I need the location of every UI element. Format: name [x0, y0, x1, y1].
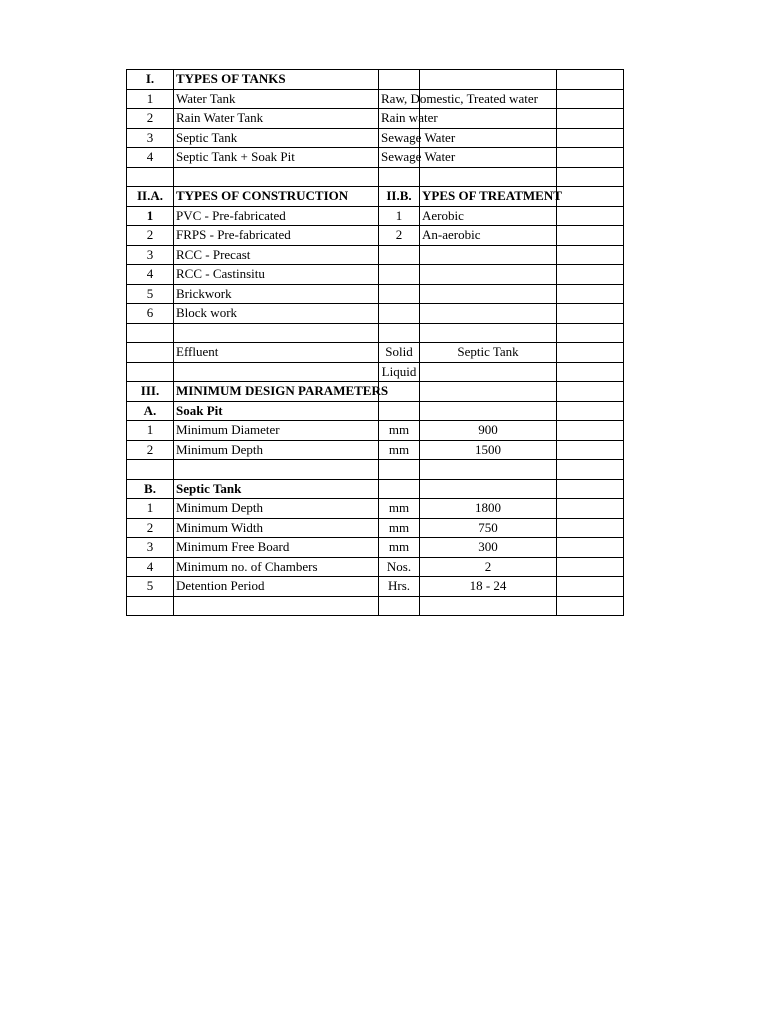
- cell[interactable]: [174, 323, 379, 343]
- cell[interactable]: [379, 70, 420, 90]
- parameter-unit[interactable]: mm: [379, 421, 420, 441]
- row-number[interactable]: 4: [127, 265, 174, 285]
- cell[interactable]: [557, 265, 624, 285]
- cell[interactable]: [557, 343, 624, 363]
- section-number[interactable]: I.: [127, 70, 174, 90]
- tank-description-text: Raw, Domestic, Treated water: [381, 90, 538, 106]
- parameter-name[interactable]: Minimum no. of Chambers: [174, 557, 379, 577]
- cell[interactable]: [127, 362, 174, 382]
- cell[interactable]: [557, 557, 624, 577]
- parameter-name[interactable]: Minimum Diameter: [174, 421, 379, 441]
- blank-row: [127, 323, 624, 343]
- table-row: [127, 518, 624, 538]
- tank-description-text: Sewage Water: [381, 149, 456, 164]
- effluent-row: [127, 343, 624, 363]
- effluent-solid[interactable]: Solid: [379, 343, 420, 363]
- table-row: [127, 265, 624, 285]
- row-number[interactable]: 1: [379, 206, 420, 226]
- row-number[interactable]: 1: [127, 499, 174, 519]
- parameter-value[interactable]: 1500: [420, 440, 557, 460]
- table-row: [127, 577, 624, 597]
- cell[interactable]: [557, 382, 624, 402]
- section-number[interactable]: III.: [127, 382, 174, 402]
- cell[interactable]: [127, 596, 174, 616]
- cell[interactable]: [557, 167, 624, 187]
- cell[interactable]: [420, 109, 557, 129]
- row-number[interactable]: 5: [127, 577, 174, 597]
- table-row: [127, 89, 624, 109]
- cell[interactable]: [420, 284, 557, 304]
- cell[interactable]: [420, 265, 557, 285]
- row-number[interactable]: 2: [127, 226, 174, 246]
- cell[interactable]: [557, 596, 624, 616]
- cell[interactable]: [420, 479, 557, 499]
- parameter-unit[interactable]: Nos.: [379, 557, 420, 577]
- tank-description[interactable]: [379, 148, 456, 168]
- table-row: [127, 148, 624, 168]
- cell[interactable]: [557, 206, 624, 226]
- cell[interactable]: [174, 362, 379, 382]
- subsection-number[interactable]: A.: [127, 401, 174, 421]
- cell[interactable]: [557, 538, 624, 558]
- construction-type[interactable]: Block work: [174, 304, 379, 324]
- spreadsheet-table: [126, 69, 624, 616]
- parameter-value[interactable]: 18 - 24: [420, 577, 557, 597]
- row-number[interactable]: 6: [127, 304, 174, 324]
- cell[interactable]: [420, 401, 557, 421]
- blank-row: [127, 460, 624, 480]
- cell[interactable]: [557, 148, 624, 168]
- cell[interactable]: [557, 499, 624, 519]
- cell[interactable]: [557, 304, 624, 324]
- row-number[interactable]: 1: [127, 421, 174, 441]
- cell[interactable]: [127, 167, 174, 187]
- parameter-value[interactable]: 1800: [420, 499, 557, 519]
- section-title-text: MINIMUM DESIGN PARAMETERS: [176, 383, 389, 398]
- cell[interactable]: [420, 382, 557, 402]
- subsection-title[interactable]: Septic Tank: [174, 479, 379, 499]
- cell[interactable]: [174, 167, 379, 187]
- cell[interactable]: [420, 70, 557, 90]
- row-number[interactable]: 2: [379, 226, 420, 246]
- table-row: [127, 499, 624, 519]
- cell[interactable]: [420, 362, 557, 382]
- cell[interactable]: [557, 577, 624, 597]
- cell[interactable]: [379, 323, 420, 343]
- section-header-types-of-tanks: [127, 70, 624, 90]
- table-row: [127, 421, 624, 441]
- table-row: [127, 109, 624, 129]
- tank-description[interactable]: [379, 89, 538, 109]
- parameter-value[interactable]: 750: [420, 518, 557, 538]
- cell[interactable]: [127, 460, 174, 480]
- cell[interactable]: [420, 460, 557, 480]
- cell[interactable]: [379, 479, 420, 499]
- parameter-value[interactable]: 300: [420, 538, 557, 558]
- tank-description[interactable]: [379, 128, 456, 148]
- row-number[interactable]: 3: [127, 245, 174, 265]
- cell[interactable]: [420, 245, 557, 265]
- section-number[interactable]: II.B.: [379, 187, 420, 207]
- effluent-row: [127, 362, 624, 382]
- treatment-type[interactable]: An-aerobic: [420, 226, 557, 246]
- tank-name[interactable]: Septic Tank + Soak Pit: [174, 148, 379, 168]
- effluent-label[interactable]: Effluent: [174, 343, 379, 363]
- parameter-value[interactable]: 900: [420, 421, 557, 441]
- cell[interactable]: [557, 518, 624, 538]
- parameter-name[interactable]: Minimum Free Board: [174, 538, 379, 558]
- cell[interactable]: [557, 109, 624, 129]
- row-number[interactable]: 2: [127, 518, 174, 538]
- parameter-unit[interactable]: mm: [379, 499, 420, 519]
- subsection-title[interactable]: Soak Pit: [174, 401, 379, 421]
- table-row: [127, 538, 624, 558]
- section-header-construction-treatment: [127, 187, 624, 207]
- cell[interactable]: [420, 323, 557, 343]
- cell[interactable]: [557, 187, 624, 207]
- cell[interactable]: [379, 304, 420, 324]
- table-row: [127, 206, 624, 226]
- tank-name[interactable]: Rain Water Tank: [174, 109, 379, 129]
- parameter-name[interactable]: Minimum Width: [174, 518, 379, 538]
- parameter-unit[interactable]: mm: [379, 440, 420, 460]
- row-number[interactable]: 3: [127, 128, 174, 148]
- row-number[interactable]: 5: [127, 284, 174, 304]
- table-row: [127, 304, 624, 324]
- section-header-design-parameters: [127, 382, 624, 402]
- table-row: [127, 128, 624, 148]
- cell[interactable]: [557, 460, 624, 480]
- table-row: [127, 440, 624, 460]
- parameter-name[interactable]: Minimum Depth: [174, 440, 379, 460]
- parameter-name[interactable]: Minimum Depth: [174, 499, 379, 519]
- cell[interactable]: [420, 596, 557, 616]
- subsection-header-soak-pit: [127, 401, 624, 421]
- tank-description-text: Sewage Water: [381, 129, 456, 145]
- cell[interactable]: [557, 128, 624, 148]
- section-title[interactable]: TYPES OF TANKS: [174, 70, 379, 90]
- cell[interactable]: [557, 70, 624, 90]
- cell[interactable]: [557, 401, 624, 421]
- construction-type[interactable]: PVC - Pre-fabricated: [174, 206, 379, 226]
- table-row: [127, 284, 624, 304]
- construction-type[interactable]: FRPS - Pre-fabricated: [174, 226, 379, 246]
- row-number[interactable]: 2: [127, 109, 174, 129]
- cell[interactable]: [557, 284, 624, 304]
- section-number[interactable]: II.A.: [127, 187, 174, 207]
- blank-row: [127, 596, 624, 616]
- cell[interactable]: [127, 323, 174, 343]
- row-number[interactable]: 2: [127, 440, 174, 460]
- section-title[interactable]: TYPES OF CONSTRUCTION: [174, 187, 379, 207]
- cell[interactable]: [557, 362, 624, 382]
- cell[interactable]: [379, 245, 420, 265]
- cell[interactable]: [379, 167, 420, 187]
- cell[interactable]: [557, 479, 624, 499]
- tank-description-text: Rain water: [381, 110, 438, 125]
- section-title-text: YPES OF TREATMENT: [422, 188, 562, 203]
- row-number[interactable]: 1: [127, 89, 174, 109]
- cell[interactable]: [557, 226, 624, 246]
- effluent-septic-tank[interactable]: Septic Tank: [420, 343, 557, 363]
- cell[interactable]: [557, 245, 624, 265]
- tank-name[interactable]: Water Tank: [174, 89, 379, 109]
- effluent-liquid[interactable]: Liquid: [379, 362, 420, 382]
- tank-name[interactable]: Septic Tank: [174, 128, 379, 148]
- treatment-type[interactable]: Aerobic: [420, 206, 557, 226]
- cell[interactable]: [127, 343, 174, 363]
- row-number[interactable]: 4: [127, 557, 174, 577]
- cell[interactable]: [174, 460, 379, 480]
- parameter-value[interactable]: 2: [420, 557, 557, 577]
- cell[interactable]: [379, 265, 420, 285]
- cell[interactable]: [420, 167, 557, 187]
- construction-type[interactable]: RCC - Precast: [174, 245, 379, 265]
- cell[interactable]: [379, 401, 420, 421]
- section-title[interactable]: [174, 382, 389, 402]
- cell[interactable]: [557, 323, 624, 343]
- row-number[interactable]: 1: [127, 206, 174, 226]
- tank-description[interactable]: [379, 109, 438, 129]
- parameter-name[interactable]: Detention Period: [174, 577, 379, 597]
- cell[interactable]: [174, 596, 379, 616]
- cell[interactable]: [557, 440, 624, 460]
- row-number[interactable]: 4: [127, 148, 174, 168]
- cell[interactable]: [379, 284, 420, 304]
- subsection-number[interactable]: B.: [127, 479, 174, 499]
- cell[interactable]: [420, 304, 557, 324]
- parameter-unit[interactable]: mm: [379, 538, 420, 558]
- subsection-header-septic-tank: [127, 479, 624, 499]
- cell[interactable]: [379, 460, 420, 480]
- parameter-unit[interactable]: mm: [379, 518, 420, 538]
- row-number[interactable]: 3: [127, 538, 174, 558]
- section-title[interactable]: [420, 187, 562, 207]
- construction-type[interactable]: Brickwork: [174, 284, 379, 304]
- table-row: [127, 226, 624, 246]
- cell[interactable]: [379, 596, 420, 616]
- table-row: [127, 245, 624, 265]
- parameter-unit[interactable]: Hrs.: [379, 577, 420, 597]
- construction-type[interactable]: RCC - Castinsitu: [174, 265, 379, 285]
- table-row: [127, 557, 624, 577]
- cell[interactable]: [557, 89, 624, 109]
- blank-row: [127, 167, 624, 187]
- cell[interactable]: [557, 421, 624, 441]
